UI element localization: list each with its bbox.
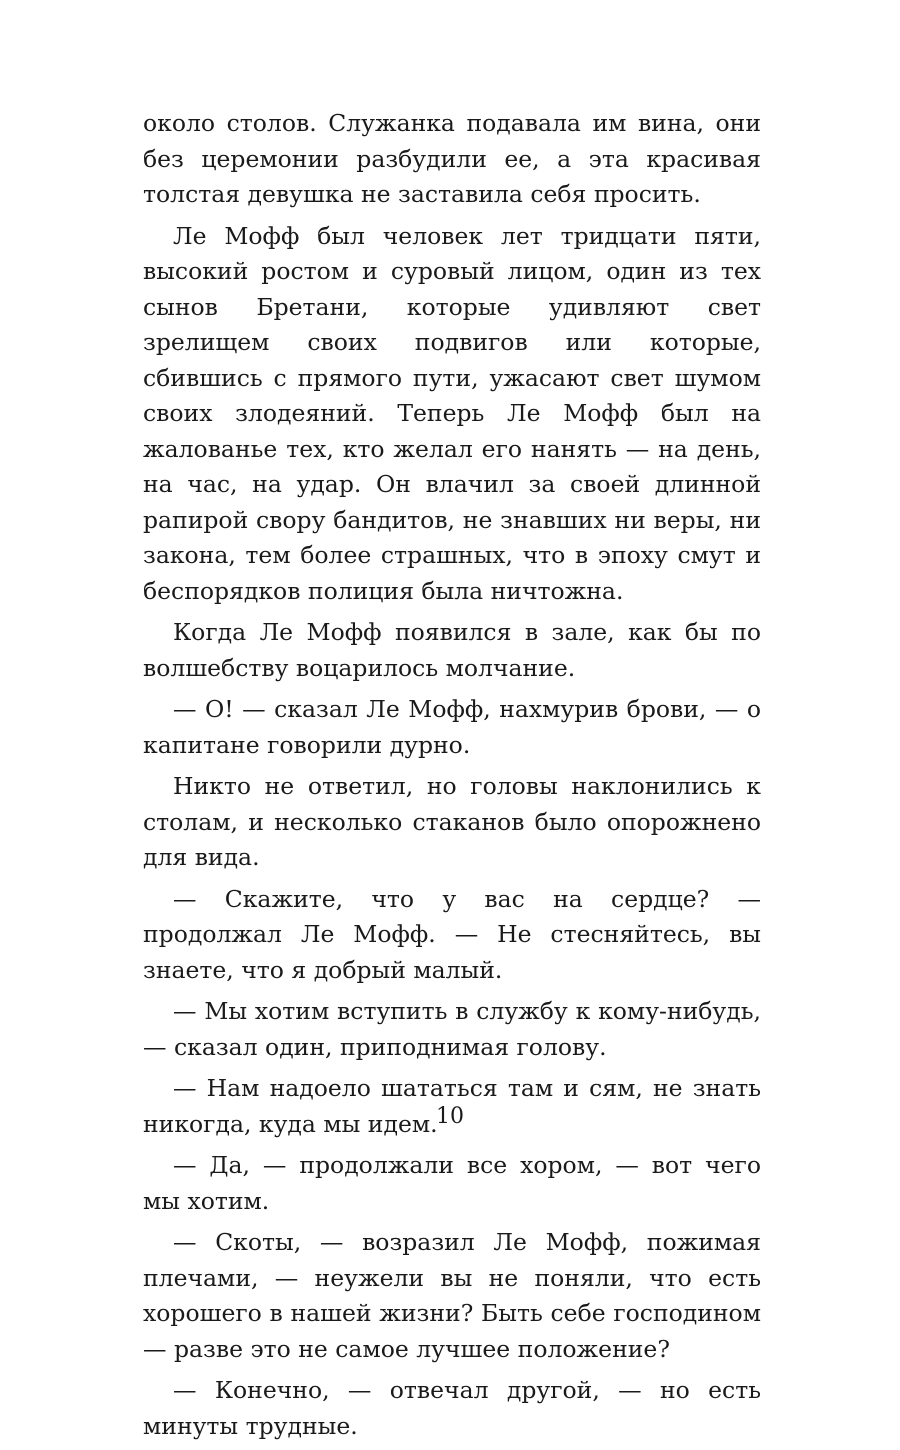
paragraph: — Да, — продолжали все хором, — вот чего мы хотим.	[143, 1151, 761, 1215]
paragraph: — О! — сказал Ле Мофф, нахмурив брови, — о капитане говорили дурно.	[143, 695, 761, 759]
paragraph: Никто не ответил, но головы наклонились к столам, и несколько стаканов было опорожнено для вида.	[143, 772, 761, 871]
paragraph: Когда Ле Мофф появился в зале, как бы по волшебству воцарилось молчание.	[143, 618, 761, 682]
paragraph: — Мы хотим вступить в службу к кому-нибудь, — сказал один, приподнимая голову.	[143, 997, 761, 1061]
body-text	[143, 106, 761, 1450]
paragraph: около столов. Служанка подавала им вина, они без церемонии разбудили ее, а эта красивая толстая девушка не заставила себя просить.	[143, 109, 761, 208]
paragraph: — Нам надоело шататься там и сям, не знать никогда, куда мы идем.	[143, 1074, 761, 1138]
paragraph: Ле Мофф был человек лет тридцати пяти, высокий ростом и суровый лицом, один из тех сынов Бретани, которые удивляют свет зрелищем своих подвигов или которые, сбившись с прямого пути, ужасают свет шумом своих злодеяний. Теперь Ле Мофф был на жалованье тех, кто желал его нанять — на день, на час, на удар. Он влачил за своей длинной рапирой свору бандитов, не знавших ни веры, ни закона, тем более страшных, что в эпоху смут и беспорядков полиция была ничтожна.	[143, 221, 761, 605]
paragraph: — Конечно, — отвечал другой, — но есть минуты трудные.	[143, 1376, 761, 1440]
paragraph: — Скажите, что у вас на сердце? — продолжал Ле Мофф. — Не стесняйтесь, вы знаете, что я добрый малый.	[143, 884, 761, 984]
page-number: 10	[436, 1104, 464, 1129]
paragraph: — Скоты, — возразил Ле Мофф, пожимая плечами, — неужели вы не поняли, что есть хорошего в нашей жизни? Быть себе господином — разве это не самое лучшее положение?	[143, 1228, 761, 1363]
